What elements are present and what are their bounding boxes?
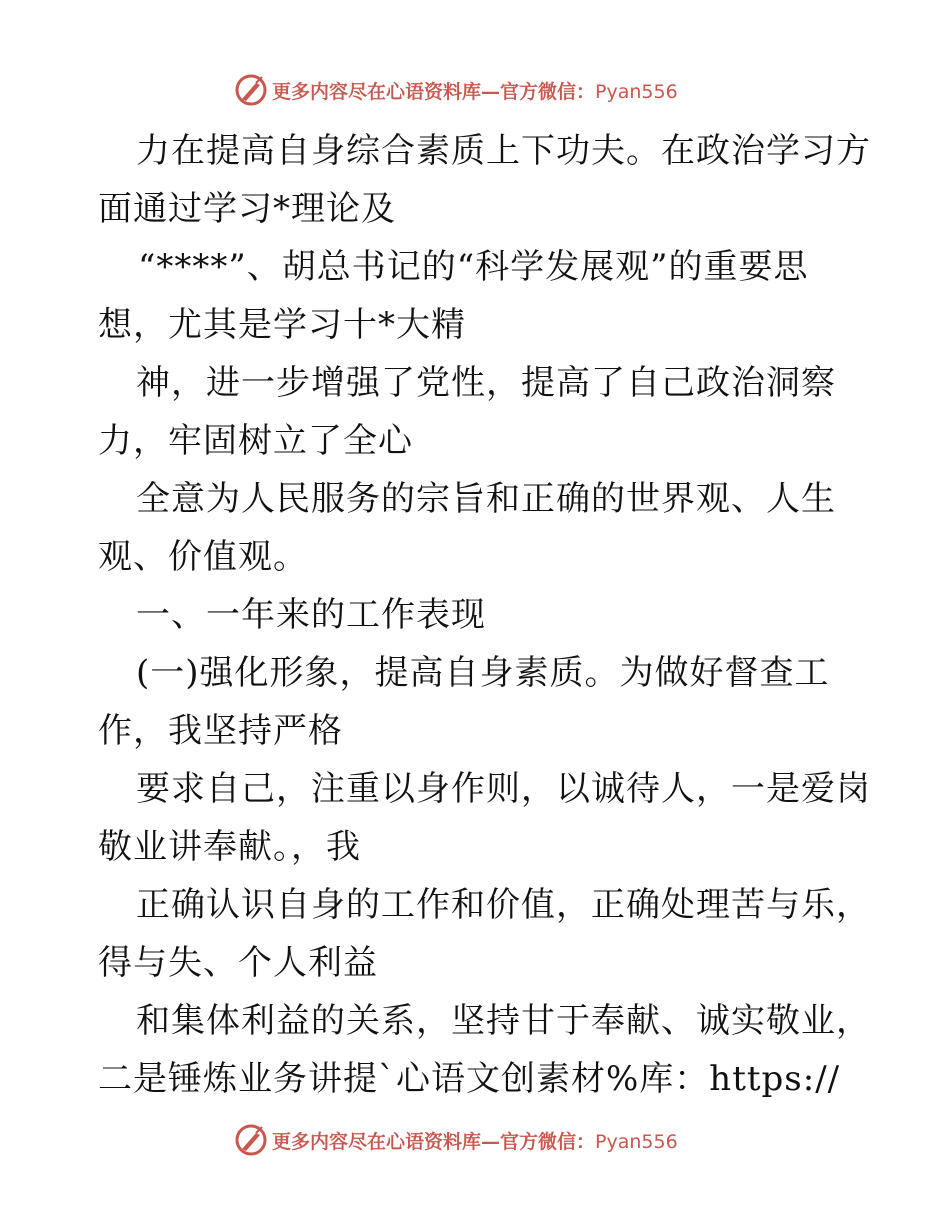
watermark-footer (234, 1122, 678, 1158)
text-line: 神，进一步增强了党性，提高了自己政治洞察 (136, 363, 836, 403)
text-line: 要求自己，注重以身作则，以诚待人，一是爱岗 (136, 769, 871, 809)
text-line: (一)强化形象，提高自身素质。为做好督查工 (136, 653, 830, 693)
watermark-wechat-id: Pyan556 (595, 1130, 678, 1153)
watermark-wechat-id: Pyan556 (595, 80, 678, 103)
watermark-text: 更多内容尽在心语资料库—官方微信：Pyan556 (272, 1130, 678, 1153)
text-line: 全意为人民服务的宗旨和正确的世界观、人生 (136, 479, 836, 519)
quill-pen-logo-icon (234, 1123, 268, 1157)
text-line: 敬业讲奉献。，我 (98, 827, 361, 867)
text-line: 得与失、个人利益 (98, 943, 378, 983)
quill-pen-logo-icon (234, 73, 268, 107)
text-line: 想，尤其是学习十*大精 (98, 305, 466, 345)
text-line: 力在提高自身综合素质上下功夫。在政治学习方 (136, 131, 871, 171)
section-heading: 一、一年来的工作表现 (136, 595, 486, 635)
document-body (98, 122, 871, 1108)
watermark-header (234, 72, 678, 108)
text-line: 力，牢固树立了全心 (98, 421, 413, 461)
text-line: 作，我坚持严格 (98, 711, 343, 751)
text-line: 面通过学习*理论及 (98, 189, 396, 229)
text-line: 二是锤炼业务讲提`心语文创素材%库：https:// (98, 1059, 841, 1099)
text-line: 观、价值观。 (98, 537, 308, 577)
watermark-text: 更多内容尽在心语资料库—官方微信：Pyan556 (272, 80, 678, 103)
text-line: 正确认识自身的工作和价值，正确处理苦与乐， (136, 885, 871, 925)
text-line: 和集体利益的关系，坚持甘于奉献、诚实敬业， (136, 1001, 871, 1041)
text-line: “****”、胡总书记的“科学发展观”的重要思 (138, 247, 809, 287)
